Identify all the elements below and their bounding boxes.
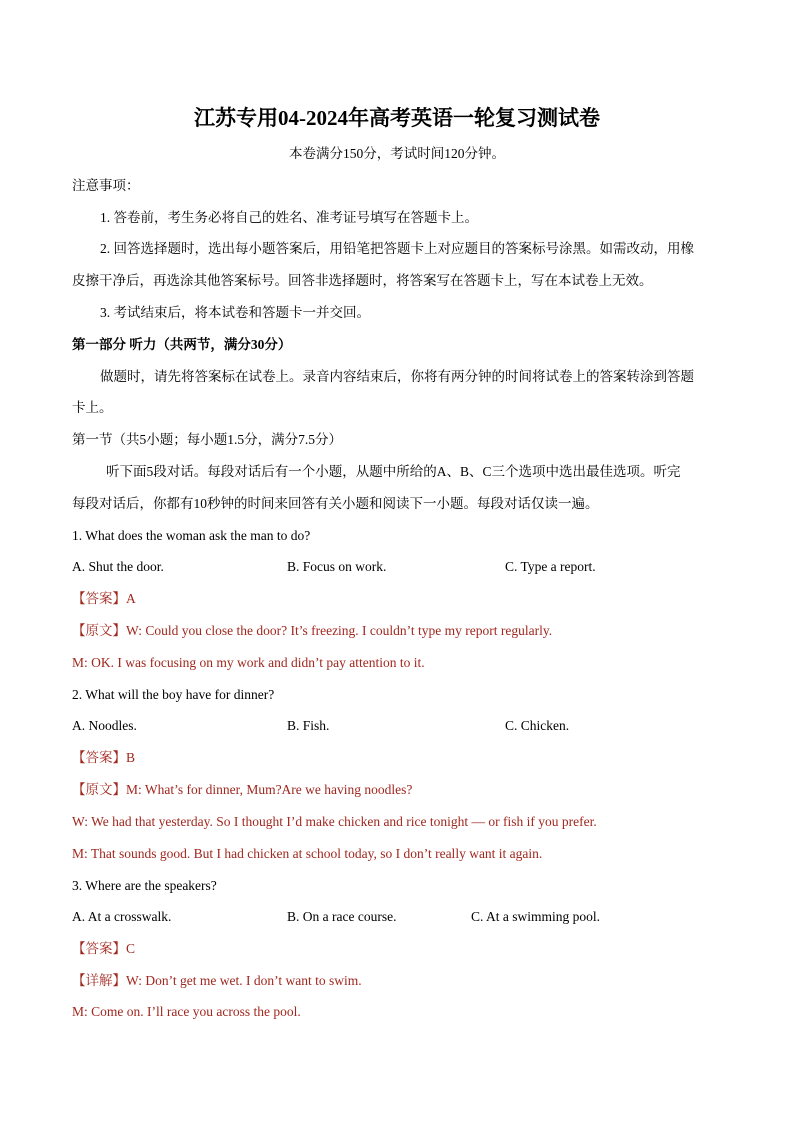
answer-line xyxy=(72,940,135,958)
answer-value: A xyxy=(126,591,136,606)
notice-item: 2. 回答选择题时，选出每小题答案后，用铅笔把答题卡上对应题目的答案标号涂黑。如需改动，用橡 xyxy=(100,241,694,256)
option-b: B. Focus on work. xyxy=(287,559,387,574)
transcript-tag: 【原文】 xyxy=(72,782,126,797)
section1-heading: 第一节（共5小题；每小题1.5分，满分7.5分） xyxy=(72,432,342,447)
section1-instructions-continued: 每段对话后，你都有10秒钟的时间来回答有关小题和阅读下一小题。每段对话仅读一遍。 xyxy=(72,496,599,511)
transcript-line xyxy=(72,622,552,640)
answer-tag: 【答案】 xyxy=(72,591,126,606)
section1-instructions: 听下面5段对话。每段对话后有一个小题，从题中所给的A、B、C三个选项中选出最佳选项。听完 xyxy=(106,464,681,479)
explanation-line xyxy=(72,972,362,990)
transcript-line: M: OK. I was focusing on my work and didn’t pay attention to it. xyxy=(72,655,425,670)
part1-instructions: 做题时，请先将答案标在试卷上。录音内容结束后，你将有两分钟的时间将试卷上的答案转涂到答题 xyxy=(100,369,694,384)
transcript-text: W: Could you close the door? It’s freezing. I couldn’t type my report regularly. xyxy=(126,623,553,638)
option-a: A. At a crosswalk. xyxy=(72,909,172,924)
answer-line xyxy=(72,749,135,767)
option-c: C. At a swimming pool. xyxy=(471,909,601,924)
exam-subtitle: 本卷满分150分，考试时间120分钟。 xyxy=(289,146,505,161)
part1-instructions-continued: 卡上。 xyxy=(72,400,113,415)
transcript-text: M: What’s for dinner, Mum?Are we having noodles? xyxy=(126,782,413,797)
option-c: C. Chicken. xyxy=(505,718,570,733)
question-1: 1. What does the woman ask the man to do? xyxy=(72,528,311,543)
notice-item: 1. 答卷前，考生务必将自己的姓名、准考证号填写在答题卡上。 xyxy=(100,210,478,225)
answer-tag: 【答案】 xyxy=(72,941,126,956)
page-title: 江苏专用04-2024年高考英语一轮复习测试卷 xyxy=(194,106,600,130)
question-3: 3. Where are the speakers? xyxy=(72,878,217,893)
option-a: A. Noodles. xyxy=(72,718,137,733)
explanation-tag: 【详解】 xyxy=(72,973,126,988)
answer-tag: 【答案】 xyxy=(72,750,126,765)
transcript-line xyxy=(72,781,412,799)
explanation-text: W: Don’t get me wet. I don’t want to swim. xyxy=(126,973,362,988)
option-a: A. Shut the door. xyxy=(72,559,164,574)
option-b: B. Fish. xyxy=(287,718,330,733)
notice-item-continued: 皮擦干净后，再选涂其他答案标号。回答非选择题时，将答案写在答题卡上，写在本试卷上无效。 xyxy=(72,273,653,288)
part1-heading: 第一部分 听力（共两节，满分30分） xyxy=(72,337,292,352)
notice-heading: 注意事项： xyxy=(72,178,140,193)
transcript-line: M: That sounds good. But I had chicken at school today, so I don’t really want it again. xyxy=(72,846,543,861)
answer-value: C xyxy=(126,941,136,956)
answer-line xyxy=(72,590,136,608)
transcript-line: W: We had that yesterday. So I thought I’d make chicken and rice tonight — or fish if you prefer. xyxy=(72,814,597,829)
option-c: C. Type a report. xyxy=(505,559,596,574)
question-2: 2. What will the boy have for dinner? xyxy=(72,687,275,702)
transcript-tag: 【原文】 xyxy=(72,623,126,638)
answer-value: B xyxy=(126,750,136,765)
option-b: B. On a race course. xyxy=(287,909,397,924)
notice-item: 3. 考试结束后，将本试卷和答题卡一并交回。 xyxy=(100,305,370,320)
explanation-line: M: Come on. I’ll race you across the pool. xyxy=(72,1004,301,1019)
